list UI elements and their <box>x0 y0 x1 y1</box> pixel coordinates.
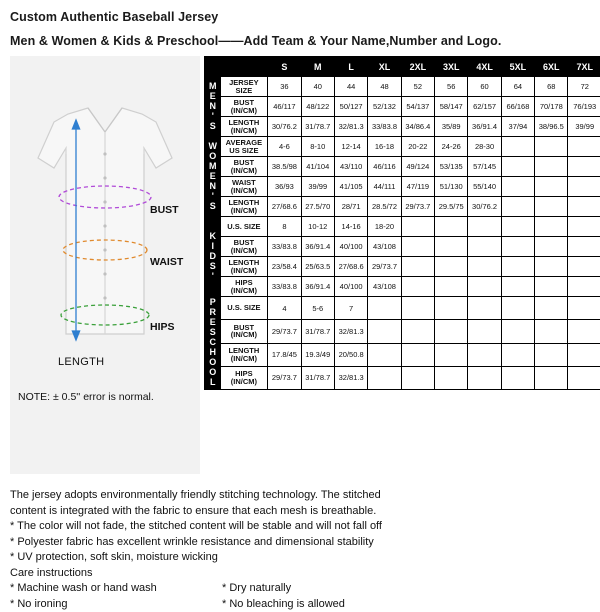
cell-7xl <box>568 137 600 157</box>
cell-m: 36/91.4 <box>301 237 334 257</box>
cell-7xl <box>568 343 600 366</box>
row-label: WAIST (IN/CM) <box>220 177 268 197</box>
cell-4xl <box>468 257 501 277</box>
header-corner <box>205 57 221 77</box>
cell-5xl <box>501 137 534 157</box>
cell-l: 40/100 <box>334 237 367 257</box>
description-block <box>10 488 590 612</box>
page-title: Custom Authentic Baseball Jersey <box>10 10 592 24</box>
cell-4xl <box>468 343 501 366</box>
row-label: JERSEY SIZE <box>220 77 268 97</box>
cell-m: 5-6 <box>301 297 334 320</box>
cell-2xl: 29/73.7 <box>401 197 434 217</box>
cell-m: 27.5/70 <box>301 197 334 217</box>
cell-6xl <box>535 277 568 297</box>
cell-5xl <box>501 157 534 177</box>
content-area <box>8 56 592 476</box>
cell-l: 28/71 <box>334 197 367 217</box>
cell-s: 27/68.6 <box>268 197 301 217</box>
cell-2xl <box>401 343 434 366</box>
cell-xl: 44/111 <box>368 177 401 197</box>
cell-l: 12-14 <box>334 137 367 157</box>
cell-2xl <box>401 257 434 277</box>
cell-xl: 46/116 <box>368 157 401 177</box>
cell-2xl <box>401 237 434 257</box>
cell-m: 36/91.4 <box>301 277 334 297</box>
cell-s: 36/93 <box>268 177 301 197</box>
description-line: * The color will not fade, the stitched content will be stable and will not fall off <box>10 519 590 534</box>
cell-3xl: 58/147 <box>435 97 468 117</box>
cell-4xl <box>468 277 501 297</box>
cell-6xl: 68 <box>535 77 568 97</box>
row-label: LENGTH (IN/CM) <box>220 257 268 277</box>
cell-l: 50/127 <box>334 97 367 117</box>
care-grid <box>10 581 590 612</box>
cell-4xl <box>468 366 501 389</box>
row-label: BUST (IN/CM) <box>220 97 268 117</box>
cell-7xl <box>568 366 600 389</box>
cell-s: 33/83.8 <box>268 237 301 257</box>
cell-5xl <box>501 343 534 366</box>
cell-3xl <box>435 320 468 343</box>
cell-6xl <box>535 137 568 157</box>
cell-3xl: 56 <box>435 77 468 97</box>
cell-xl: 29/73.7 <box>368 257 401 277</box>
cell-6xl <box>535 366 568 389</box>
cell-s: 33/83.8 <box>268 277 301 297</box>
column-header-s: S <box>268 57 301 77</box>
cell-3xl: 29.5/75 <box>435 197 468 217</box>
table-row <box>205 77 600 97</box>
row-label: AVERAGE US SIZE <box>220 137 268 157</box>
table-row <box>205 366 600 389</box>
row-label: LENGTH (IN/CM) <box>220 343 268 366</box>
cell-4xl: 60 <box>468 77 501 97</box>
table-header-row <box>205 57 600 77</box>
length-label: LENGTH <box>58 356 104 368</box>
cell-l: 43/110 <box>334 157 367 177</box>
cell-m: 39/99 <box>301 177 334 197</box>
cell-5xl <box>501 237 534 257</box>
group-label-kids: KIDS' <box>205 217 221 297</box>
cell-5xl: 64 <box>501 77 534 97</box>
cell-6xl: 70/178 <box>535 97 568 117</box>
measurement-note: NOTE: ± 0.5'' error is normal. <box>18 391 154 403</box>
cell-m: 41/104 <box>301 157 334 177</box>
cell-7xl <box>568 257 600 277</box>
cell-m: 19.3/49 <box>301 343 334 366</box>
description-line: * Polyester fabric has excellent wrinkle resistance and dimensional stability <box>10 535 590 550</box>
cell-6xl <box>535 257 568 277</box>
cell-3xl: 35/89 <box>435 117 468 137</box>
cell-s: 29/73.7 <box>268 320 301 343</box>
cell-l: 14-16 <box>334 217 367 237</box>
jersey-shape <box>38 108 172 334</box>
cell-3xl: 51/130 <box>435 177 468 197</box>
cell-3xl: 24-26 <box>435 137 468 157</box>
size-table-wrap <box>204 56 600 390</box>
table-row <box>205 217 600 237</box>
table-row <box>205 117 600 137</box>
cell-xl: 52/132 <box>368 97 401 117</box>
table-row <box>205 277 600 297</box>
cell-m: 31/78.7 <box>301 117 334 137</box>
row-label: BUST (IN/CM) <box>220 237 268 257</box>
row-label: LENGTH (IN/CM) <box>220 117 268 137</box>
column-header-6xl: 6XL <box>535 57 568 77</box>
size-table <box>204 56 600 390</box>
table-row <box>205 237 600 257</box>
cell-xl <box>368 343 401 366</box>
cell-4xl <box>468 320 501 343</box>
cell-s: 29/73.7 <box>268 366 301 389</box>
table-row <box>205 320 600 343</box>
group-label-preschool: PRESCHOOL <box>205 297 221 390</box>
cell-7xl <box>568 277 600 297</box>
cell-5xl <box>501 217 534 237</box>
page-subtitle: Men & Women & Kids & Preschool——Add Team & Your Name,Number and Logo. <box>10 34 592 48</box>
cell-5xl <box>501 197 534 217</box>
cell-4xl <box>468 217 501 237</box>
cell-2xl <box>401 320 434 343</box>
cell-xl: 33/83.8 <box>368 117 401 137</box>
row-label: HIPS (IN/CM) <box>220 366 268 389</box>
cell-7xl <box>568 237 600 257</box>
cell-5xl <box>501 320 534 343</box>
care-item: * Dry naturally <box>222 581 434 596</box>
cell-xl: 18-20 <box>368 217 401 237</box>
cell-2xl <box>401 217 434 237</box>
waist-label: WAIST <box>150 256 183 268</box>
table-row <box>205 343 600 366</box>
cell-xl: 43/108 <box>368 277 401 297</box>
cell-m: 48/122 <box>301 97 334 117</box>
cell-l: 32/81.3 <box>334 320 367 343</box>
table-row <box>205 297 600 320</box>
cell-xl: 16-18 <box>368 137 401 157</box>
description-line: The jersey adopts environmentally friendly stitching technology. The stitched <box>10 488 590 503</box>
cell-7xl <box>568 217 600 237</box>
cell-7xl <box>568 320 600 343</box>
cell-2xl: 54/137 <box>401 97 434 117</box>
cell-2xl: 20-22 <box>401 137 434 157</box>
cell-xl <box>368 366 401 389</box>
bust-label: BUST <box>150 204 179 216</box>
description-line: content is integrated with the fabric to ensure that each mesh is breathable. <box>10 504 590 519</box>
care-right-column <box>222 581 434 612</box>
cell-4xl: 28-30 <box>468 137 501 157</box>
cell-m: 25/63.5 <box>301 257 334 277</box>
cell-7xl <box>568 177 600 197</box>
cell-m: 8-10 <box>301 137 334 157</box>
cell-m: 40 <box>301 77 334 97</box>
cell-l: 41/105 <box>334 177 367 197</box>
cell-7xl: 72 <box>568 77 600 97</box>
row-label: LENGTH (IN/CM) <box>220 197 268 217</box>
cell-s: 8 <box>268 217 301 237</box>
cell-2xl: 49/124 <box>401 157 434 177</box>
care-item: * No bleaching is allowed <box>222 597 434 612</box>
cell-3xl <box>435 257 468 277</box>
cell-6xl <box>535 237 568 257</box>
cell-5xl: 37/94 <box>501 117 534 137</box>
cell-5xl <box>501 277 534 297</box>
cell-4xl: 55/140 <box>468 177 501 197</box>
group-label-womens: WOMEN'S <box>205 137 221 217</box>
cell-s: 17.8/45 <box>268 343 301 366</box>
cell-s: 30/76.2 <box>268 117 301 137</box>
care-left-column <box>10 581 222 612</box>
table-row <box>205 197 600 217</box>
cell-l: 7 <box>334 297 367 320</box>
cell-2xl: 47/119 <box>401 177 434 197</box>
cell-2xl: 34/86.4 <box>401 117 434 137</box>
cell-s: 4 <box>268 297 301 320</box>
cell-4xl <box>468 237 501 257</box>
care-title: Care instructions <box>10 566 590 581</box>
cell-7xl <box>568 197 600 217</box>
description-lines <box>10 488 590 565</box>
table-row <box>205 97 600 117</box>
column-header-l: L <box>334 57 367 77</box>
jersey-diagram <box>10 62 200 392</box>
cell-m: 10-12 <box>301 217 334 237</box>
cell-6xl <box>535 297 568 320</box>
cell-3xl <box>435 277 468 297</box>
cell-6xl: 38/96.5 <box>535 117 568 137</box>
row-label: BUST (IN/CM) <box>220 157 268 177</box>
cell-6xl <box>535 343 568 366</box>
cell-7xl: 76/193 <box>568 97 600 117</box>
column-header-2xl: 2XL <box>401 57 434 77</box>
cell-2xl <box>401 366 434 389</box>
cell-2xl: 52 <box>401 77 434 97</box>
header-corner-2 <box>220 57 268 77</box>
cell-2xl <box>401 297 434 320</box>
cell-5xl <box>501 366 534 389</box>
cell-4xl: 30/76.2 <box>468 197 501 217</box>
cell-l: 32/81.3 <box>334 366 367 389</box>
cell-xl: 48 <box>368 77 401 97</box>
column-header-m: M <box>301 57 334 77</box>
cell-4xl: 62/157 <box>468 97 501 117</box>
description-line: * UV protection, soft skin, moisture wicking <box>10 550 590 565</box>
group-label-mens: MEN'S <box>205 77 221 137</box>
cell-6xl <box>535 320 568 343</box>
row-label: U.S. SIZE <box>220 297 268 320</box>
row-label: BUST (IN/CM) <box>220 320 268 343</box>
cell-7xl <box>568 157 600 177</box>
cell-4xl: 36/91.4 <box>468 117 501 137</box>
cell-6xl <box>535 197 568 217</box>
cell-l: 40/100 <box>334 277 367 297</box>
cell-4xl <box>468 297 501 320</box>
table-row <box>205 137 600 157</box>
cell-xl: 43/108 <box>368 237 401 257</box>
cell-3xl <box>435 217 468 237</box>
cell-6xl <box>535 217 568 237</box>
cell-5xl <box>501 177 534 197</box>
cell-s: 38.5/98 <box>268 157 301 177</box>
column-header-7xl: 7XL <box>568 57 600 77</box>
hips-label: HIPS <box>150 321 175 333</box>
cell-l: 27/68.6 <box>334 257 367 277</box>
cell-6xl <box>535 157 568 177</box>
care-item: * No ironing <box>10 597 222 612</box>
cell-xl: 28.5/72 <box>368 197 401 217</box>
cell-3xl <box>435 366 468 389</box>
table-row <box>205 257 600 277</box>
cell-7xl: 39/99 <box>568 117 600 137</box>
column-header-4xl: 4XL <box>468 57 501 77</box>
cell-5xl: 66/168 <box>501 97 534 117</box>
jersey-illustration <box>10 56 200 474</box>
table-row <box>205 157 600 177</box>
cell-l: 20/50.8 <box>334 343 367 366</box>
column-header-xl: XL <box>368 57 401 77</box>
cell-m: 31/78.7 <box>301 366 334 389</box>
cell-s: 36 <box>268 77 301 97</box>
cell-3xl <box>435 237 468 257</box>
cell-3xl: 53/135 <box>435 157 468 177</box>
cell-xl <box>368 320 401 343</box>
cell-m: 31/78.7 <box>301 320 334 343</box>
cell-s: 4-6 <box>268 137 301 157</box>
row-label: HIPS (IN/CM) <box>220 277 268 297</box>
cell-2xl <box>401 277 434 297</box>
row-label: U.S. SIZE <box>220 217 268 237</box>
cell-s: 23/58.4 <box>268 257 301 277</box>
cell-4xl: 57/145 <box>468 157 501 177</box>
cell-xl <box>368 297 401 320</box>
table-row <box>205 177 600 197</box>
cell-3xl <box>435 343 468 366</box>
cell-l: 44 <box>334 77 367 97</box>
cell-6xl <box>535 177 568 197</box>
cell-5xl <box>501 297 534 320</box>
cell-l: 32/81.3 <box>334 117 367 137</box>
cell-7xl <box>568 297 600 320</box>
column-header-5xl: 5XL <box>501 57 534 77</box>
care-item: * Machine wash or hand wash <box>10 581 222 596</box>
cell-3xl <box>435 297 468 320</box>
column-header-3xl: 3XL <box>435 57 468 77</box>
cell-s: 46/117 <box>268 97 301 117</box>
cell-5xl <box>501 257 534 277</box>
